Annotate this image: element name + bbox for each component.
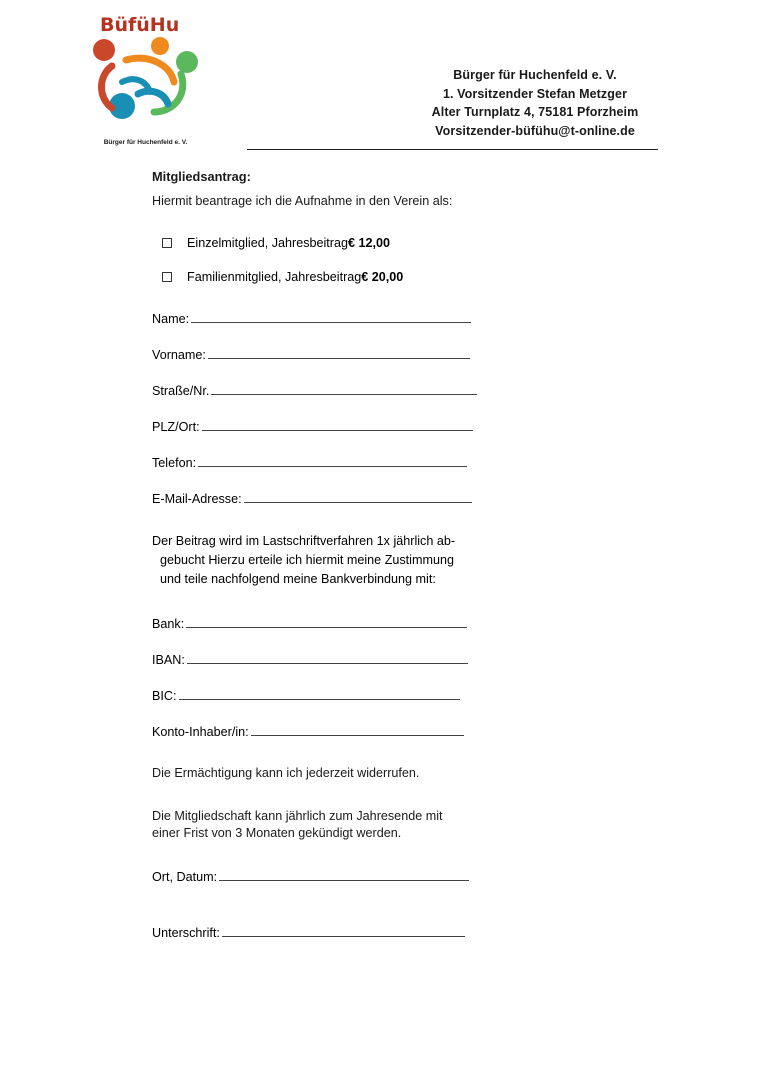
field-bic-input[interactable] [179,687,460,700]
mandate-line-3: und teile nachfolgend meine Bankverbindung mit: [160,572,436,586]
organization-contact-block [370,66,700,140]
org-line-1: Bürger für Huchenfeld e. V. [453,68,617,82]
org-line-4-email: Vorsitzender-büfühu@t-online.de [435,123,635,138]
form-intro: Hiermit beantrage ich die Aufnahme in den Verein als: [152,194,453,208]
field-strasse[interactable] [152,382,768,398]
option-single-membership[interactable] [162,236,768,250]
field-konto-inhaber[interactable] [152,723,768,739]
field-email-input[interactable] [244,490,472,503]
association-logo [78,14,213,146]
header-divider [247,149,658,150]
field-strasse-input[interactable] [211,382,477,395]
field-ort-datum-input[interactable] [219,868,469,881]
field-email-label: E-Mail-Adresse: [152,492,242,506]
field-name[interactable] [152,310,768,326]
org-line-3: Alter Turnplatz 4, 75181 Pforzheim [431,105,639,119]
option-family-membership-amount: € 20,00 [361,270,404,284]
revocation-note: Die Ermächtigung kann ich jederzeit widerrufen. [152,766,420,780]
field-konto-inhaber-input[interactable] [251,723,464,736]
field-bic-label: BIC: [152,689,177,703]
field-unterschrift[interactable] [152,924,768,940]
mandate-paragraph [152,532,482,551]
logo-wordmark: BüfüHu [100,14,180,36]
logo-caption: Bürger für Huchenfeld e. V. [103,139,188,146]
field-vorname-label: Vorname: [152,348,206,362]
field-name-input[interactable] [191,310,471,323]
field-email[interactable] [152,490,768,506]
option-family-membership-label: Familienmitglied, Jahresbeitrag [187,270,362,284]
document-header [0,10,768,150]
field-bank-label: Bank: [152,617,185,631]
field-vorname-input[interactable] [208,346,470,359]
field-iban-label: IBAN: [152,653,185,667]
checkbox-single-membership[interactable] [162,238,172,248]
field-plz-ort[interactable] [152,418,768,434]
org-line-2: 1. Vorsitzender Stefan Metzger [442,86,628,101]
mandate-line-1: Der Beitrag wird im Lastschriftverfahren 1x jährlich ab- [152,534,456,548]
form-title: Mitgliedsantrag: [152,169,251,184]
field-telefon[interactable] [152,454,768,470]
termination-line-2: einer Frist von 3 Monaten gekündigt werden. [152,826,402,840]
option-single-membership-label: Einzelmitglied, Jahresbeitrag [187,236,349,250]
field-unterschrift-label: Unterschrift: [152,926,220,940]
field-bank-input[interactable] [186,615,467,628]
field-plz-ort-label: PLZ/Ort: [152,420,200,434]
field-bic[interactable] [152,687,768,703]
option-single-membership-amount: € 12,00 [348,236,391,250]
field-bank[interactable] [152,615,768,631]
field-strasse-label: Straße/Nr. [152,384,210,398]
field-iban-input[interactable] [187,651,468,664]
checkbox-family-membership[interactable] [162,272,172,282]
field-telefon-label: Telefon: [152,456,197,470]
option-family-membership[interactable] [162,270,768,284]
field-ort-datum[interactable] [152,868,768,884]
field-ort-datum-label: Ort, Datum: [152,870,218,884]
field-iban[interactable] [152,651,768,667]
termination-line-1: Die Mitgliedschaft kann jährlich zum Jahresende mit [152,809,443,823]
mandate-line-2: gebucht Hierzu erteile ich hiermit meine Zustimmung [160,553,454,567]
field-telefon-input[interactable] [198,454,467,467]
form-body [0,168,768,940]
field-vorname[interactable] [152,346,768,362]
field-plz-ort-input[interactable] [202,418,473,431]
field-unterschrift-input[interactable] [222,924,465,937]
field-name-label: Name: [152,312,190,326]
field-konto-inhaber-label: Konto-Inhaber/in: [152,725,249,739]
logo-graphic-icon [78,36,213,124]
